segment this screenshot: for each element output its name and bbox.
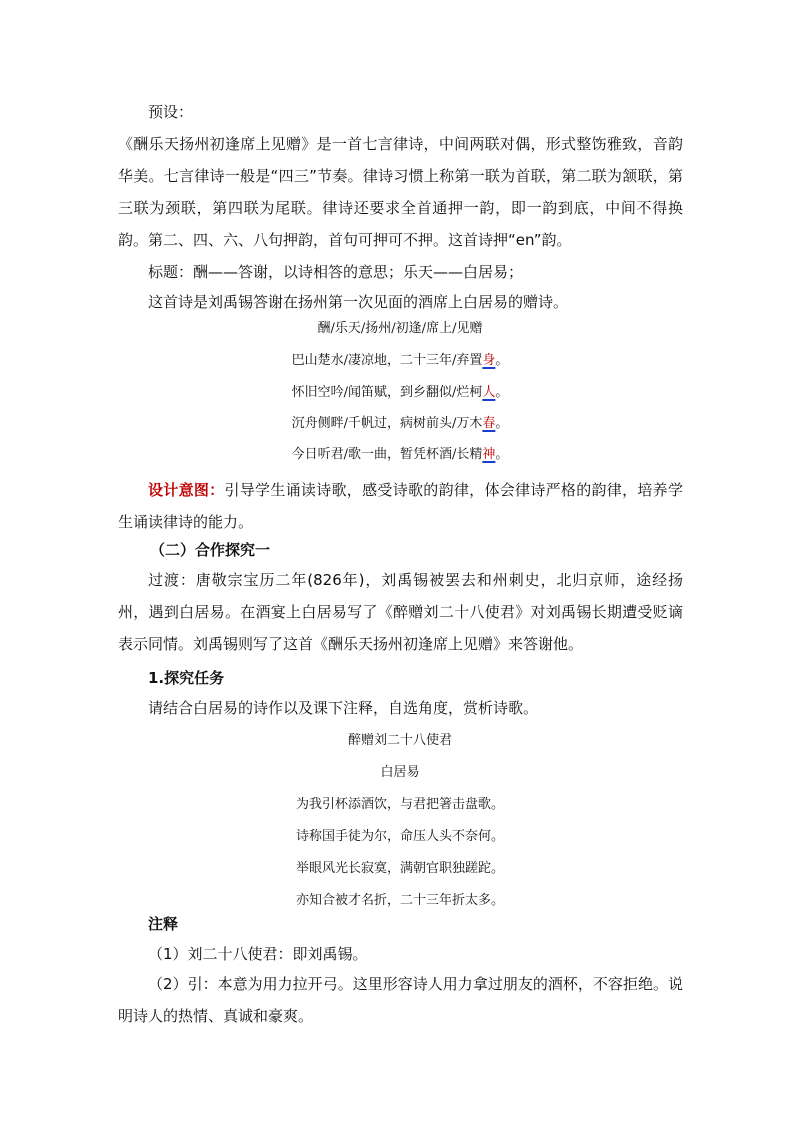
poem1-line xyxy=(200,446,600,464)
task-text: 请结合白居易的诗作以及课下注释，自选角度，赏析诗歌。 xyxy=(148,699,539,717)
design-intent-text: 引导学生诵读诗歌，感受诗歌的韵律，体会律诗严格的韵律，培养学生诵读律诗的能力。 xyxy=(118,481,683,531)
preset-label: 预设： xyxy=(148,103,194,121)
design-intent-label: 设计意图 xyxy=(148,481,210,499)
note-item: （2）引：本意为用力拉开弓。这里形容诗人用力拿过朋友的酒杯，不容拒绝。说明诗人的热情、真诚和豪爽。 xyxy=(118,975,683,1025)
poem1-line xyxy=(200,384,600,402)
rhyme-char: 身 xyxy=(482,353,496,368)
rhyme-char: 人 xyxy=(482,385,496,400)
poem1-title: 酬/乐天/扬州/初逢/席上/见赠 xyxy=(317,321,483,336)
poem2-title: 醉赠刘二十八使君 xyxy=(347,733,452,748)
poem1-line-end: 。 xyxy=(495,385,509,400)
notes-heading: 注释 xyxy=(148,915,179,933)
design-intent-colon: ： xyxy=(209,481,225,499)
poem1-line-end: 。 xyxy=(495,447,509,462)
rhyme-char: 神 xyxy=(482,447,496,462)
poem-intro: 这首诗是刘禹锡答谢在扬州第一次见面的酒席上白居易的赠诗。 xyxy=(148,293,569,311)
poem2-line: 亦知合被才名折，二十三年折太多。 xyxy=(295,893,504,908)
section-heading: （二）合作探究一 xyxy=(150,541,271,559)
transition-paragraph: 过渡：唐敬宗宝历二年(826年)，刘禹锡被罢去和州刺史，北归京师，途经扬州，遇到白居易。在酒宴上白居易写了《醉赠刘二十八使君》对刘禹锡长期遭受贬谪表示同情。刘禹锡则写了这首《酬乐天扬州初逢席上见赠》来答谢他。 xyxy=(118,571,683,653)
poem2-author: 白居易 xyxy=(380,765,420,780)
poem1-line-text: 沉舟侧畔/千帆过，病树前头/万木 xyxy=(291,416,483,431)
poem1-line-text: 怀旧空吟/闻笛赋，到乡翻似/烂柯 xyxy=(291,385,483,400)
note-item: （1）刘二十八使君：即刘禹锡。 xyxy=(148,945,368,963)
poem1-line-end: 。 xyxy=(495,353,509,368)
title-note: 标题：酬——答谢，以诗相答的意思；乐天——白居易； xyxy=(148,263,524,281)
poem1-line xyxy=(200,352,600,370)
design-intent-paragraph xyxy=(118,474,683,538)
rhyme-char: 春 xyxy=(482,416,496,431)
poem2-line: 为我引杯添酒饮，与君把箸击盘歌。 xyxy=(295,797,504,812)
poem1-line-text: 巴山楚水/凄凉地，二十三年/弃置 xyxy=(291,353,483,368)
poem1-line xyxy=(200,415,600,433)
poem2-line: 诗称国手徒为尔，命压人头不奈何。 xyxy=(295,829,504,844)
task-heading: 1.探究任务 xyxy=(148,669,225,687)
poem1-line-text: 今日听君/歌一曲，暂凭杯酒/长精 xyxy=(291,447,483,462)
intro-paragraph: 《酬乐天扬州初逢席上见赠》是一首七言律诗，中间两联对偶，形式整饬雅致，音韵华美。七言律诗一般是“四三”节奏。律诗习惯上称第一联为首联，第二联为颔联，第三联为颈联，第四联为尾联。律诗还要求全首通押一韵，即一韵到底，中间不得换韵。第二、四、六、八句押韵，首句可押可不押。这首诗押“en”韵。 xyxy=(118,135,683,249)
poem2-line: 举眼风光长寂寞，满朝官职独蹉跎。 xyxy=(295,861,504,876)
poem1-line-end: 。 xyxy=(495,416,509,431)
